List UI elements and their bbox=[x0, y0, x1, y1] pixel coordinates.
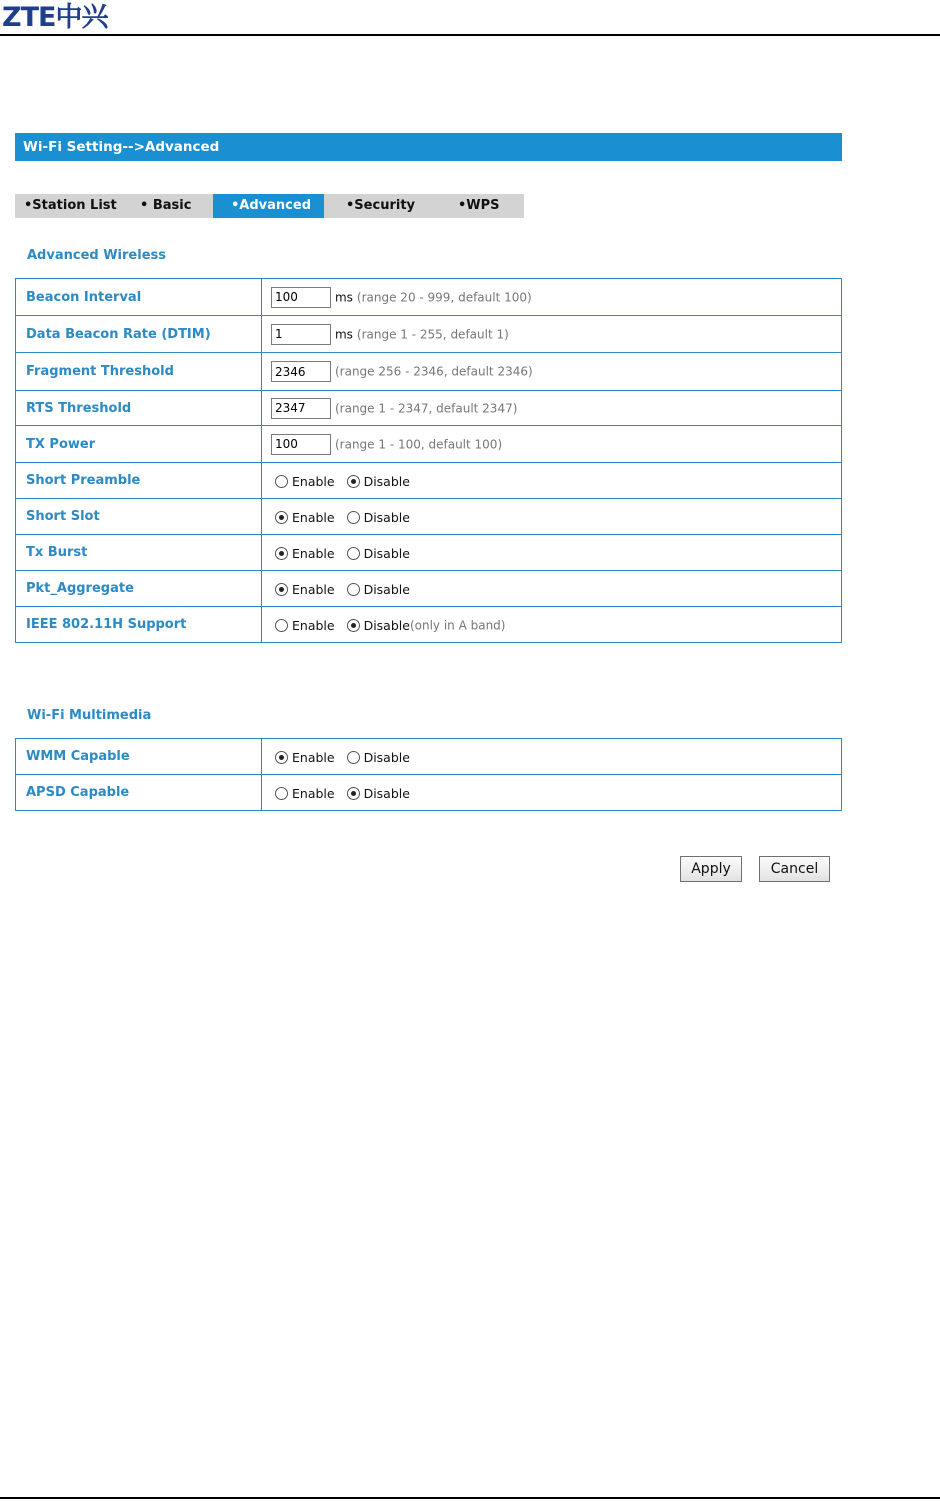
beacon-interval-cell bbox=[262, 279, 842, 316]
tx-burst-enable-radio[interactable] bbox=[275, 547, 288, 560]
enable-label: Enable bbox=[292, 581, 335, 597]
band-note: (only in A band) bbox=[409, 618, 506, 632]
wifi-multimedia-heading: Wi-Fi Multimedia bbox=[27, 708, 152, 723]
table-row bbox=[16, 571, 842, 607]
disable-label: Disable bbox=[363, 785, 410, 801]
apsd-capable-label: APSD Capable bbox=[16, 775, 262, 811]
enable-label: Enable bbox=[292, 473, 335, 489]
tab-station-list[interactable]: •Station List bbox=[24, 198, 117, 213]
disable-label: Disable bbox=[363, 581, 410, 597]
tab-wps[interactable]: •WPS bbox=[458, 198, 500, 213]
table-row bbox=[16, 391, 842, 426]
rts-threshold-cell bbox=[262, 391, 842, 426]
tx-burst-cell bbox=[262, 535, 842, 571]
rts-threshold-label: RTS Threshold bbox=[16, 391, 262, 426]
table-row bbox=[16, 499, 842, 535]
advanced-wireless-table bbox=[15, 278, 842, 643]
table-row bbox=[16, 739, 842, 775]
range-hint: (range 1 - 255, default 1) bbox=[356, 327, 509, 341]
range-hint: (range 256 - 2346, default 2346) bbox=[334, 364, 533, 379]
enable-label: Enable bbox=[292, 785, 335, 801]
short-preamble-cell bbox=[262, 463, 842, 499]
ieee-80211h-cell bbox=[262, 607, 842, 643]
wmm-enable-radio[interactable] bbox=[275, 751, 288, 764]
page-title: Wi-Fi Setting-->Advanced bbox=[15, 133, 842, 161]
document-header bbox=[0, 0, 940, 36]
unit-label: ms bbox=[334, 290, 353, 304]
apsd-disable-radio[interactable] bbox=[347, 787, 360, 800]
enable-label: Enable bbox=[292, 509, 335, 525]
ieee-80211h-label: IEEE 802.11H Support bbox=[16, 607, 262, 643]
header-divider bbox=[0, 34, 940, 36]
fragment-threshold-cell bbox=[262, 353, 842, 391]
disable-label: Disable bbox=[363, 617, 410, 633]
unit-label: ms bbox=[334, 327, 353, 341]
short-slot-label: Short Slot bbox=[16, 499, 262, 535]
range-hint: (range 1 - 2347, default 2347) bbox=[334, 401, 518, 415]
cancel-button[interactable]: Cancel bbox=[759, 856, 830, 882]
zte-logo: ZTE中兴 bbox=[2, 2, 108, 33]
pkt-aggregate-cell bbox=[262, 571, 842, 607]
range-hint: (range 1 - 100, default 100) bbox=[334, 437, 503, 451]
table-row bbox=[16, 316, 842, 353]
enable-label: Enable bbox=[292, 617, 335, 633]
apsd-capable-cell bbox=[262, 775, 842, 811]
pkt-aggregate-enable-radio[interactable] bbox=[275, 583, 288, 596]
pkt-aggregate-label: Pkt_Aggregate bbox=[16, 571, 262, 607]
apply-button[interactable]: Apply bbox=[680, 856, 742, 882]
short-slot-disable-radio[interactable] bbox=[347, 511, 360, 524]
pkt-aggregate-disable-radio[interactable] bbox=[347, 583, 360, 596]
short-preamble-enable-radio[interactable] bbox=[275, 475, 288, 488]
short-preamble-label: Short Preamble bbox=[16, 463, 262, 499]
footer-divider bbox=[0, 1497, 940, 1499]
tx-power-label: TX Power bbox=[16, 426, 262, 463]
table-row bbox=[16, 426, 842, 463]
table-row bbox=[16, 279, 842, 316]
wifi-multimedia-table bbox=[15, 738, 842, 811]
dtim-input[interactable] bbox=[271, 324, 331, 345]
short-slot-enable-radio[interactable] bbox=[275, 511, 288, 524]
tx-power-input[interactable] bbox=[271, 434, 331, 455]
table-row bbox=[16, 353, 842, 391]
rts-threshold-input[interactable] bbox=[271, 398, 331, 419]
disable-label: Disable bbox=[363, 749, 410, 765]
table-row bbox=[16, 607, 842, 643]
ieee-80211h-enable-radio[interactable] bbox=[275, 619, 288, 632]
fragment-threshold-label: Fragment Threshold bbox=[16, 353, 262, 391]
tab-basic[interactable]: • Basic bbox=[140, 198, 192, 213]
beacon-interval-label: Beacon Interval bbox=[16, 279, 262, 316]
tx-burst-label: Tx Burst bbox=[16, 535, 262, 571]
beacon-interval-input[interactable] bbox=[271, 287, 331, 308]
advanced-wireless-heading: Advanced Wireless bbox=[27, 248, 166, 263]
tab-advanced[interactable]: •Advanced bbox=[213, 194, 324, 218]
enable-label: Enable bbox=[292, 545, 335, 561]
dtim-label: Data Beacon Rate (DTIM) bbox=[16, 316, 262, 353]
ieee-80211h-disable-radio[interactable] bbox=[347, 619, 360, 632]
short-preamble-disable-radio[interactable] bbox=[347, 475, 360, 488]
disable-label: Disable bbox=[363, 509, 410, 525]
disable-label: Disable bbox=[363, 473, 410, 489]
table-row bbox=[16, 535, 842, 571]
tx-burst-disable-radio[interactable] bbox=[347, 547, 360, 560]
tab-bar bbox=[15, 194, 524, 218]
wmm-capable-cell bbox=[262, 739, 842, 775]
wmm-capable-label: WMM Capable bbox=[16, 739, 262, 775]
disable-label: Disable bbox=[363, 545, 410, 561]
table-row bbox=[16, 775, 842, 811]
tab-security[interactable]: •Security bbox=[346, 198, 416, 213]
tx-power-cell bbox=[262, 426, 842, 463]
wmm-disable-radio[interactable] bbox=[347, 751, 360, 764]
enable-label: Enable bbox=[292, 749, 335, 765]
range-hint: (range 20 - 999, default 100) bbox=[356, 290, 532, 304]
fragment-threshold-input[interactable] bbox=[271, 361, 331, 382]
short-slot-cell bbox=[262, 499, 842, 535]
apsd-enable-radio[interactable] bbox=[275, 787, 288, 800]
table-row bbox=[16, 463, 842, 499]
dtim-cell bbox=[262, 316, 842, 353]
